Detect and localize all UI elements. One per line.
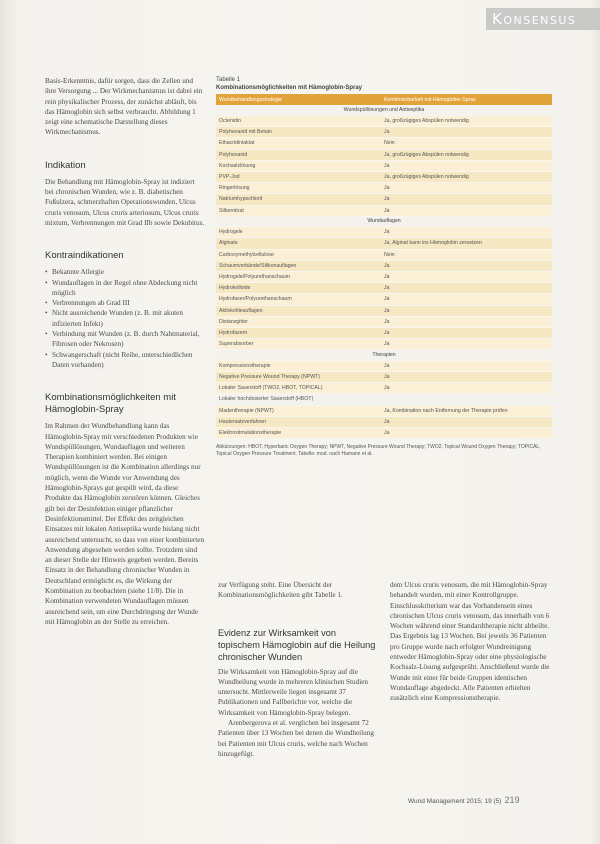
- table-cell-strategy: Hydrogele/Polyurethanschaum: [216, 271, 381, 282]
- table-cell-strategy: Madentherapie (NPWT): [216, 405, 381, 416]
- table-row: [216, 227, 552, 238]
- table-cell-compatibility: Ja: [381, 205, 552, 216]
- right-column: [390, 580, 552, 704]
- table-row: [216, 183, 552, 194]
- table-cell-strategy: Elektrostimulationstherapie: [216, 427, 381, 438]
- middle-column: [218, 580, 378, 759]
- table-cell-compatibility: Ja, Alginat kann ins Hämoglobin zersetzen: [381, 238, 552, 249]
- page-footer: [408, 795, 520, 805]
- list-item: • Nicht ausreichende Wunden (z. B. mit akuten infizierten Infekt): [45, 308, 205, 329]
- journal-citation: Wund Management 2015; 19 (5): [408, 798, 502, 805]
- group-label: Wundspüllösungen und Antiseptika: [216, 105, 552, 116]
- table-1: [216, 76, 552, 458]
- table-cell-compatibility: Ja: [381, 294, 552, 305]
- table-cell-compatibility: Nein: [381, 138, 552, 149]
- list-item: • Wundauflagen in der Regel ohne Abdeckung nicht möglich: [45, 278, 205, 299]
- table-cell-compatibility: Ja: [381, 160, 552, 171]
- subrow-label: Lokaler hochdosierter Sauerstoff (HBOT): [216, 394, 552, 405]
- table-cell-compatibility: Ja: [381, 316, 552, 327]
- list-item: • Schwangerschaft (nicht Reihe, unterschiedlichen Daten vorhanden): [45, 350, 205, 371]
- table-cell-compatibility: Ja: [381, 183, 552, 194]
- table-row: [216, 260, 552, 271]
- table-row: [216, 294, 552, 305]
- table-cell-strategy: Polyhexanid mit Betain: [216, 127, 381, 138]
- table-cell-compatibility: Ja: [381, 327, 552, 338]
- table-row: [216, 383, 552, 394]
- table-cell-compatibility: Ja, großzügiges Abspülen notwendig: [381, 171, 552, 182]
- table-cell-strategy: Alginate: [216, 238, 381, 249]
- table-cell-strategy: Hydrokolloide: [216, 283, 381, 294]
- column-header: Kombinierbarkeit mit Hämoglobin-Spray: [381, 94, 552, 105]
- group-label: Therapien: [216, 350, 552, 361]
- indikation-heading: Indikation: [45, 159, 86, 171]
- table-cell-strategy: Aktivkohleauflagen: [216, 305, 381, 316]
- table-cell-compatibility: Ja, großzügiges Abspülen notwendig: [381, 149, 552, 160]
- table-row: [216, 305, 552, 316]
- table-row: [216, 405, 552, 416]
- table-row: [216, 171, 552, 182]
- list-item: • Bekannte Allergie: [45, 267, 205, 277]
- table-cell-compatibility: Ja: [381, 360, 552, 371]
- left-column: [45, 76, 205, 627]
- table-footnote: Abkürzungen: HBOT, Hyperbaric Oxygen Therapy; NPWT, Negative Pressure Wound Therapy; TWO2, Topical Wound Oxygen Therapy; TOPICAL, Topical Oxygen Pressure Treatment. Tabelle: mod. nach Hamann et al.: [216, 444, 541, 458]
- table-cell-strategy: Negative Pressure Wound Therapy (NPWT): [216, 371, 381, 382]
- kombi-paragraph: Im Rahmen der Wundbehandlung kann das Hämoglobin-Spray mit verschiedenen Produkten wie Wundspüllösungen, Wundauflagen und weiteren Therapien kombiniert werden. Bei einigen Wundspüllösungen ist die Kombination allerdings nur möglich, wenn die Wunde vor Anwendung des Hämoglobin-Sprays gut gespült wird, da diese Produkte das Hämoglobin zerstören können. Gleiches gilt bei der Desinfektion einiger pflanzlicher Desinfektionsmittel. Der Effekt des zeitgleichen Einsatzes mit lokalen Antiseptika wurde bislang nicht ausreichend untersucht, so dass von einer kombinierten Anwendung abgesehen werden sollte. Trotzdem sind an dieser Stelle der Hinweis gegeben werden. Bereits Einsatz in der Behandlung chronischer Wunden in Deutschland ermöglicht es, die Wirkung der Kombination zu beobachten (siehe 11/8). Die in Kombination verwendeten Wundauflagen müssen ausreichend sein, um eine Durchdringung der Wunde mit Hämoglobin an der Stelle zu erreichen.: [45, 422, 205, 626]
- kontra-list: [45, 267, 205, 370]
- mid-paragraph-2: Die Wirksamkeit von Hämoglobin-Spray auf die Wundheilung wurde in mehreren klinischen Studien untersucht. Mittlerweile liegen insgesamt 37 Publikationen und Fallberichte vor, welche die Wirksamkeit von Hämoglobin-Spray belegen.: [218, 667, 369, 717]
- table-cell-strategy: Lokaler Sauerstoff (TWO2, HBOT, TOPICAL): [216, 383, 381, 394]
- table-group-row: [216, 105, 552, 116]
- table-cell-strategy: Hydrofaser/Polyurethanschaum: [216, 294, 381, 305]
- table-cell-compatibility: Ja: [381, 271, 552, 282]
- table-row: [216, 371, 552, 382]
- indikation-paragraph: Die Behandlung mit Hämoglobin-Spray ist indiziert bei chronischen Wunden, wie z. B. diabetischen Fußulzera, schmerzhaften Operationswunden, Ulcus cruris venosum, Ulcus cruris arteriosum, Ulcus cruris mixtum, Verbrennungen mit Grad IIb sowie Dekubitus.: [45, 177, 205, 227]
- table-cell-compatibility: Ja: [381, 427, 552, 438]
- table-cell-compatibility: Ja: [381, 371, 552, 382]
- table-row: [216, 316, 552, 327]
- table-cell-strategy: Superabsorber: [216, 339, 381, 350]
- list-item: • Verbrennungen ab Grad III: [45, 298, 205, 308]
- table-row: [216, 205, 552, 216]
- table-cell-compatibility: Ja: [381, 127, 552, 138]
- evidenz-heading: Evidenz zur Wirksamkeit von topischem Hämoglobin auf die Heilung chronischer Wunden: [218, 627, 376, 662]
- kombi-heading: Kombinationsmöglichkeiten mit Hämoglobin-Spray: [45, 392, 176, 416]
- table-row: [216, 249, 552, 260]
- table-cell-strategy: Natriumhypochlorit: [216, 194, 381, 205]
- section-tab-label: ONSENSUS: [503, 14, 577, 27]
- table-cell-compatibility: Ja: [381, 305, 552, 316]
- table-row: [216, 327, 552, 338]
- table-cell-strategy: Silbernitrat: [216, 205, 381, 216]
- table-group-row: [216, 216, 552, 227]
- table-row: [216, 360, 552, 371]
- table-label: Tabelle 1: [216, 77, 241, 83]
- table-cell-compatibility: Ja, großzügiges Abspülen notwendig: [381, 116, 552, 127]
- table-cell-compatibility: Ja: [381, 227, 552, 238]
- list-item: • Verbindung mit Wunden (z. B. durch Nahtmaterial, Fibrosen oder Nekrosen): [45, 329, 205, 350]
- table-cell-compatibility: Ja: [381, 260, 552, 271]
- mid-paragraph-3: Arenbergerova et al. verglichen bei insgesamt 72 Patienten über 13 Wochen bei denen die Wundheilung bei Patienten mit Ulcus cruris, welche nach Wochen hinzugefügt.: [218, 719, 374, 758]
- table-cell-compatibility: Ja: [381, 416, 552, 427]
- table-group-row: [216, 350, 552, 361]
- table-cell-strategy: Hautersatzverfahren: [216, 416, 381, 427]
- table-row: [216, 416, 552, 427]
- table-cell-compatibility: Ja: [381, 194, 552, 205]
- table-cell-compatibility: Ja: [381, 383, 552, 394]
- table-row: [216, 138, 552, 149]
- section-tab-initial: K: [492, 10, 504, 28]
- table-title: Kombinationsmöglichkeiten mit Hämoglobin-Spray: [216, 85, 363, 91]
- table-row: [216, 149, 552, 160]
- table-row: [216, 238, 552, 249]
- table-row: [216, 283, 552, 294]
- table-cell-strategy: Kochsalzlösung: [216, 160, 381, 171]
- table-body: [216, 105, 552, 439]
- table-cell-strategy: Kompressionstherapie: [216, 360, 381, 371]
- table-cell-strategy: Hydrogele: [216, 227, 381, 238]
- table-cell-compatibility: Ja: [381, 339, 552, 350]
- combination-table: [216, 94, 552, 439]
- table-row: [216, 160, 552, 171]
- right-paragraph: dem Ulcus cruris venosum, die mit Hämoglobin-Spray behandelt wurden, mit einer Kontrollgruppe. Einschlusskriterium war das Vorhandensein eines chronischen Ulcus cruris venosum, das innerhalb von 6 Wochen während einer Standardtherapie nicht abheilte. Das Ergebnis lag 13 Wochen. Bei jeweils 36 Patienten pro Gruppe wurde nach erfolgter Wundreinigung entweder Hämoglobin-Spray oder eine physiologische Kochsalz-Lösung aufgesprüht. Anschließend wurde die Wunde mit einer für beide Gruppen identischen Wundauflage abgedeckt. Alle Patienten erhielten zusätzlich eine Kompressionstherapie.: [390, 581, 550, 703]
- section-tab: [486, 8, 600, 30]
- table-cell-strategy: Octenidin: [216, 116, 381, 127]
- table-cell-compatibility: Nein: [381, 249, 552, 260]
- table-row: [216, 116, 552, 127]
- table-cell-strategy: PVP-Jod: [216, 171, 381, 182]
- mid-paragraph-1: zur Verfügung steht. Eine Übersicht der Kombinationsmöglichkeiten gibt Tabelle 1.: [218, 581, 343, 600]
- table-cell-strategy: Schaumverbände/Silikonauflagen: [216, 260, 381, 271]
- table-row: [216, 127, 552, 138]
- table-cell-strategy: Polyhexanid: [216, 149, 381, 160]
- intro-paragraph: Basis-Erkenntnis, dafür sorgen, dass die Zellen und ihre Versorgung ... Der Wirkmechanismus ist dabei ein rein physikalischer Prozess, der zunächst abläuft, bis das Hämoglobin sich selbst verbraucht. Abbildung 1 zeigt eine schematische Darstellung dieses Wirkmechanismus.: [45, 77, 203, 137]
- table-caption: [216, 76, 552, 92]
- table-row: [216, 194, 552, 205]
- table-cell-strategy: Carboxymethylcellulose: [216, 249, 381, 260]
- page-number: 219: [504, 795, 520, 805]
- table-cell-strategy: Ethacridinlaktat: [216, 138, 381, 149]
- kontra-heading: Kontraindikationen: [45, 250, 124, 262]
- table-cell-strategy: Distanzgitter: [216, 316, 381, 327]
- column-header: Wundbehandlungsstrategie: [216, 94, 381, 105]
- table-cell-strategy: Hydrofasern: [216, 327, 381, 338]
- table-cell-compatibility: Ja: [381, 283, 552, 294]
- table-cell-strategy: Ringerlösung: [216, 183, 381, 194]
- table-cell-compatibility: Ja, Kombination nach Entfernung der Therapie prüfen: [381, 405, 552, 416]
- group-label: Wundauflagen: [216, 216, 552, 227]
- table-row: [216, 339, 552, 350]
- table-row: [216, 427, 552, 438]
- table-row: [216, 271, 552, 282]
- table-subrow: [216, 394, 552, 405]
